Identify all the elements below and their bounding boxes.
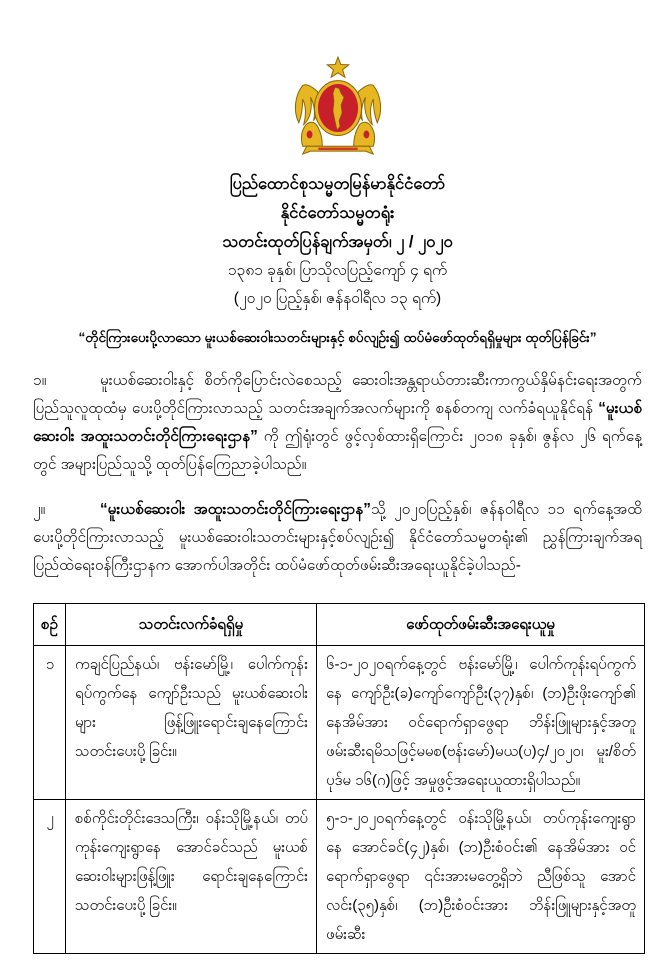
row-1-serial: ၁ <box>34 646 66 800</box>
header-report-received: သတင်းလက်ခံရရှိမှု <box>66 604 317 646</box>
row-2-report: စစ်ကိုင်းတိုင်းဒေသကြီး၊ ဝန်းသိုမြို့နယ်၊ တပ်ကုန်းကျေးရွာနေ အောင်ခင်သည် မူးယစ်ဆေးဝါးများဖြန့်ဖြူး ရောင်းချနေကြောင်း သတင်းပေးပို့ခြင်း။ <box>66 800 317 954</box>
gregorian-date: (၂၀၂၀ ပြည့်နှစ်၊ ဇန်နဝါရီလ ၁၃ ရက်) <box>233 290 442 307</box>
paragraph-1 <box>33 367 642 479</box>
state-title: ပြည်ထောင်စုသမ္မတမြန်မာနိုင်ငံတော် <box>229 175 446 193</box>
table-header-row <box>34 604 645 646</box>
row-1-report: ကချင်ပြည်နယ်၊ ဗန်းမော်မြို့၊ ပေါက်ကုန်း ရပ်ကွက်နေ ကျော်ဦးသည် မူးယစ်ဆေးဝါးများ ဖြန့်ဖြူးရောင်းချနေကြောင်း သတင်းပေးပို့ခြင်း။ <box>66 646 317 800</box>
paragraph-1-number: ၁။ <box>33 372 47 389</box>
office-title: နိုင်ငံတော်သမ္မတရုံး <box>280 204 395 222</box>
row-1-action: ၆-၁-၂၀၂၀ရက်နေ့တွင် ဗန်းမော်မြို့၊ ပေါက်ကုန်းရပ်ကွက်နေ ကျော်ဦး(ခ)ကျော်ကျော်ဦး(၃၇)နှစ်၊ (ဘ)ဦးဖိုးကျော်၏ နေအိမ်အား ဝင်ရောက်ရှာဖွေရာ ဘိန်းဖြူများနှင့်အတူ ဖမ်းဆီးရမိသဖြင့်မမစ(ဗန်းမော်)မယ(ပ)၄/၂၀၂၀၊ မူး/စိတ်ပုဒ်မ ၁၆(ဂ)ဖြင့် အမှုဖွင့်အရေးယူထားရှိပါသည်။ <box>317 646 645 800</box>
paragraph-1-text-pre: မူးယစ်ဆေးဝါးနှင့် စိတ်ကိုပြောင်းလဲစေသည့် ဆေးဝါးအန္တရာယ်တားဆီးကာကွယ်နှိမ်နင်းရေးအတွက် ပြည်သူလူထုထံမှ ပေးပို့တိုင်ကြားလာသည့် သတင်းအချက်အလက်များကို စနစ်တကျ လက်ခံရယူနိုင်ရန် <box>33 372 642 417</box>
state-seal-emblem <box>33 0 642 162</box>
headline: “တိုင်ကြားပေးပို့လာသော မူးယစ်ဆေးဝါးသတင်းများနှင့် စပ်လျဉ်း၍ ထပ်မံဖော်ထုတ်ရရှိမှုများ ထုတ်ပြန်ခြင်း” <box>78 330 597 345</box>
row-2-action: ၅-၁-၂၀၂၀ရက်နေ့တွင် ဝန်းသိုမြို့နယ်၊ တပ်ကုန်းကျေးရွာနေ အောင်ခင်(၄၂)နှစ်၊ (ဘ)ဦးစံဝင်း၏ နေအိမ်အား ဝင်ရောက်ရှာဖွေရာ ၎င်းအားမတွေ့ရှိဘဲ ညီဖြစ်သူ အောင်လင်း(၃၅)နှစ်၊ (ဘ)ဦးစံဝင်းအား ဘိန်းဖြူများနှင့်အတူ ဖမ်းဆီး <box>317 800 645 954</box>
press-release-number: သတင်းထုတ်ပြန်ချက်အမှတ်၊ ၂ / ၂၀၂၀ <box>222 233 453 251</box>
header-serial: စဉ် <box>34 604 66 646</box>
state-seal-of-myanmar-icon <box>289 56 387 162</box>
table-row <box>34 800 645 954</box>
paragraph-2-number: ၂။ <box>33 501 46 518</box>
table-row <box>34 646 645 800</box>
header-action-taken: ဖော်ထုတ်ဖမ်းဆီးအရေးယူမှု <box>317 604 645 646</box>
row-2-serial: ၂ <box>34 800 66 954</box>
paragraph-2-text-bold: “မူးယစ်ဆေးဝါး အထူးသတင်းတိုင်ကြားရေးဌာန” <box>100 501 371 518</box>
paragraph-2 <box>33 496 642 580</box>
myanmar-calendar-date: ၁၃၈၁ ခုနှစ်၊ ပြာသိုလပြည့်ကျော် ၄ ရက် <box>227 262 448 279</box>
paragraph-2-text-post: သို့ ၂၀၂၀ပြည့်နှစ်၊ ဇန်နဝါရီလ ၁၁ ရက်နေ့အထိ ပေးပို့တိုင်ကြားလာသည့် မူးယစ်ဆေးဝါးသတင်းများနှင့်စပ်လျဉ်း၍ နိုင်ငံတော်သမ္မတရုံး၏ ညွှန်ကြားချက်အရ ပြည်ထဲရေးဝန်ကြီးဌာနက အောက်ပါအတိုင်း ထပ်မံဖော်ထုတ်ဖမ်းဆီးအရေးယူနိုင်ခဲ့ပါသည်- <box>33 501 642 574</box>
paragraph-1-text-post: ကို ဤရုံးတွင် ဖွင့်လှစ်ထားရှိကြောင်း ၂၀၁၈ ခုနှစ်၊ ဇွန်လ ၂၆ ရက်နေ့တွင် အများပြည်သူသို့ ထုတ်ပြန်ကြေညာခဲ့ပါသည်။ <box>33 428 642 473</box>
title-block <box>33 170 642 313</box>
seizure-report-table <box>33 603 645 954</box>
paragraph-1-text-bold: “မူးယစ်ဆေးဝါး အထူးသတင်းတိုင်ကြားရေးဌာန” <box>33 400 642 445</box>
